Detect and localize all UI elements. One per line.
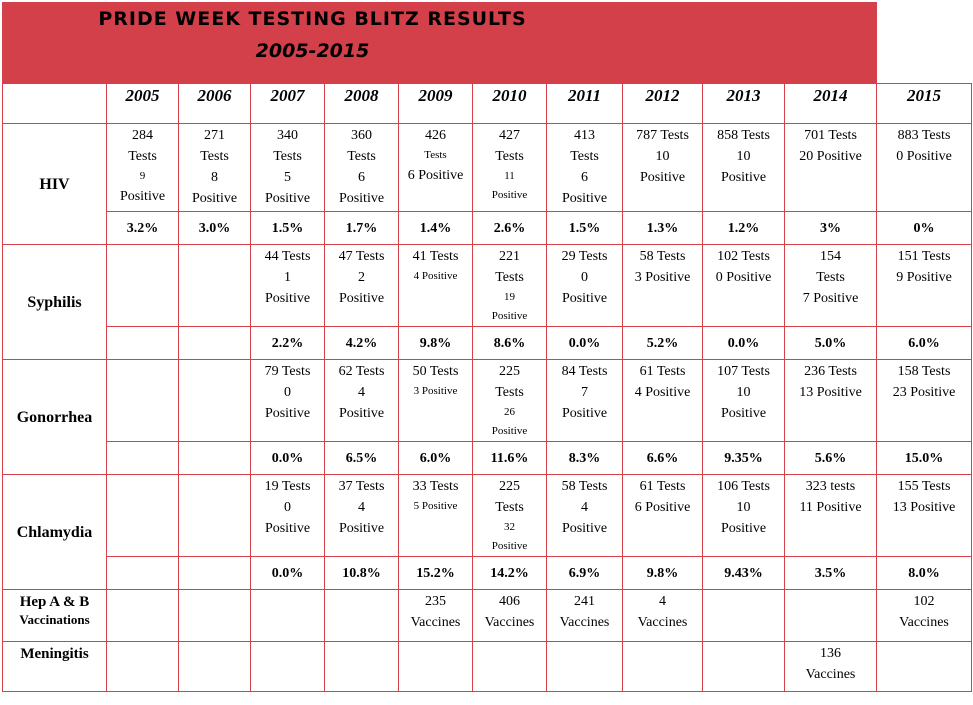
chlamydia-percent-2010: 14.2% xyxy=(473,557,547,590)
chlamydia-cell-2008 xyxy=(325,475,399,557)
gonorrhea-percent-row xyxy=(3,442,972,475)
meningitis-cell-2006 xyxy=(179,642,251,692)
gonorrhea-cell-line: 62 Tests xyxy=(338,364,385,379)
hiv-cell-line: 413 xyxy=(574,128,595,143)
syphilis-cell-line: 154 xyxy=(820,249,841,264)
hiv-cell-line: Tests xyxy=(570,149,599,164)
chlamydia-cell-line: Positive xyxy=(338,521,385,536)
chlamydia-percent-2009: 15.2% xyxy=(399,557,473,590)
hiv-cell-2005 xyxy=(107,124,179,212)
gonorrhea-percent-2009: 6.0% xyxy=(399,442,473,475)
hiv-cell-line: 10 xyxy=(655,149,670,164)
hep-cell-2006 xyxy=(179,590,251,642)
hiv-percent-2006: 3.0% xyxy=(179,212,251,245)
hiv-cell-line: 5 xyxy=(284,170,291,185)
chlamydia-cell-line: 11 Positive xyxy=(799,500,862,515)
hiv-cell-2014 xyxy=(785,124,877,212)
syphilis-cell-line: 0 Positive xyxy=(715,270,772,285)
gonorrhea-cell-2015 xyxy=(877,360,972,442)
gonorrhea-percent-2005 xyxy=(107,442,179,475)
meningitis-cell-2012 xyxy=(623,642,703,692)
chlamydia-percent-2015: 8.0% xyxy=(877,557,972,590)
chlamydia-cell-line: 323 tests xyxy=(805,479,856,494)
hiv-percent-2010: 2.6% xyxy=(473,212,547,245)
hep-cell-2014 xyxy=(785,590,877,642)
year-header-2005: 2005 xyxy=(107,84,179,124)
gonorrhea-percent-2011: 8.3% xyxy=(547,442,623,475)
syphilis-percent-2008: 4.2% xyxy=(325,327,399,360)
chlamydia-cell-2007 xyxy=(251,475,325,557)
gonorrhea-percent-2015: 15.0% xyxy=(877,442,972,475)
chlamydia-percent-2005 xyxy=(107,557,179,590)
hep-cell-line: Vaccines xyxy=(410,615,461,630)
meningitis-cell-2005 xyxy=(107,642,179,692)
hep-cell-2007 xyxy=(251,590,325,642)
syphilis-cell-line: 3 Positive xyxy=(634,270,691,285)
chlamydia-cell-line: 37 Tests xyxy=(338,479,385,494)
title-cell xyxy=(3,3,623,84)
hep-cell-2009 xyxy=(399,590,473,642)
gonorrhea-cell-line: 107 Tests xyxy=(717,364,770,379)
syphilis-cell-line: 151 Tests xyxy=(897,249,951,264)
gonorrhea-percent-2007: 0.0% xyxy=(251,442,325,475)
hiv-cell-line: 284 xyxy=(132,128,153,143)
hiv-cell-2011 xyxy=(547,124,623,212)
syphilis-cell-line: 221 xyxy=(499,249,520,264)
gonorrhea-cell-2009 xyxy=(399,360,473,442)
chlamydia-cell-2011 xyxy=(547,475,623,557)
hiv-cell-line: 883 Tests xyxy=(897,128,951,143)
hiv-percent-2008: 1.7% xyxy=(325,212,399,245)
chlamydia-cell-line: 225 xyxy=(499,479,520,494)
hiv-percent-2009: 1.4% xyxy=(399,212,473,245)
hep-cell-2010 xyxy=(473,590,547,642)
hiv-cell-2009 xyxy=(399,124,473,212)
meningitis-cell-line: Vaccines xyxy=(805,667,856,682)
meningitis-cell-2014 xyxy=(785,642,877,692)
hiv-cell-line: Positive xyxy=(191,191,238,206)
syphilis-percent-row xyxy=(3,327,972,360)
chlamydia-cell-line: Positive xyxy=(561,521,608,536)
syphilis-cell-line: Positive xyxy=(491,310,528,322)
header-cell-2015 xyxy=(785,3,877,84)
syphilis-cell-line: 19 xyxy=(504,291,515,303)
chlamydia-percent-2014: 3.5% xyxy=(785,557,877,590)
year-header-2007: 2007 xyxy=(251,84,325,124)
chlamydia-label: Chlamydia xyxy=(3,475,107,590)
hiv-cell-line: 8 xyxy=(211,170,218,185)
chlamydia-cell-line: 13 Positive xyxy=(892,500,956,515)
hep-cell-line: Vaccines xyxy=(899,615,949,630)
results-table xyxy=(2,2,972,692)
hiv-percent-2005: 3.2% xyxy=(107,212,179,245)
chlamydia-cell-2009 xyxy=(399,475,473,557)
chlamydia-cell-line: Positive xyxy=(720,521,767,536)
corner-cell xyxy=(3,84,107,124)
hiv-counts-row xyxy=(3,124,972,212)
hep-cell-line: 235 xyxy=(425,594,446,609)
syphilis-percent-2007: 2.2% xyxy=(251,327,325,360)
hiv-cell-line: Tests xyxy=(128,149,157,164)
chlamydia-percent-row xyxy=(3,557,972,590)
header-cell-2014 xyxy=(703,3,785,84)
chlamydia-cell-2012 xyxy=(623,475,703,557)
gonorrhea-cell-line: 23 Positive xyxy=(892,385,956,400)
meningitis-cell-2008 xyxy=(325,642,399,692)
hiv-cell-line: 9 xyxy=(139,170,146,182)
gonorrhea-cell-2005 xyxy=(107,360,179,442)
hiv-cell-line: 10 xyxy=(736,149,751,164)
syphilis-cell-line: 29 Tests xyxy=(561,249,608,264)
gonorrhea-cell-line: 61 Tests xyxy=(639,364,686,379)
gonorrhea-cell-line: Positive xyxy=(338,406,385,421)
hep-cell-2012 xyxy=(623,590,703,642)
chlamydia-cell-line: 5 Positive xyxy=(413,500,458,512)
gonorrhea-cell-line: 158 Tests xyxy=(897,364,951,379)
gonorrhea-cell-line: Positive xyxy=(720,406,767,421)
syphilis-cell-2015 xyxy=(877,245,972,327)
hep-label-line1: Hep A & B xyxy=(19,594,90,610)
gonorrhea-cell-line: 26 xyxy=(504,406,515,418)
hiv-cell-2010 xyxy=(473,124,547,212)
hep-cell-2015 xyxy=(877,590,972,642)
meningitis-row xyxy=(3,642,972,692)
hiv-cell-line: Tests xyxy=(347,149,376,164)
syphilis-cell-line: 58 Tests xyxy=(639,249,686,264)
gonorrhea-percent-2006 xyxy=(179,442,251,475)
syphilis-cell-2009 xyxy=(399,245,473,327)
chlamydia-cell-line: 61 Tests xyxy=(639,479,686,494)
gonorrhea-cell-2010 xyxy=(473,360,547,442)
syphilis-cell-line: 0 xyxy=(581,270,588,285)
hiv-percent-2015: 0% xyxy=(877,212,972,245)
hep-cell-2008 xyxy=(325,590,399,642)
chlamydia-cell-line: 106 Tests xyxy=(717,479,770,494)
syphilis-cell-line: Tests xyxy=(816,270,845,285)
syphilis-percent-2012: 5.2% xyxy=(623,327,703,360)
hiv-cell-line: Positive xyxy=(639,170,686,185)
hiv-cell-line: 0 Positive xyxy=(896,149,952,164)
syphilis-cell-line: 47 Tests xyxy=(338,249,385,264)
hiv-cell-2006 xyxy=(179,124,251,212)
gonorrhea-label: Gonorrhea xyxy=(3,360,107,475)
syphilis-percent-2014: 5.0% xyxy=(785,327,877,360)
gonorrhea-cell-line: 225 xyxy=(499,364,520,379)
syphilis-cell-2008 xyxy=(325,245,399,327)
hiv-cell-2012 xyxy=(623,124,703,212)
chlamydia-cell-line: 58 Tests xyxy=(561,479,608,494)
hiv-percent-2013: 1.2% xyxy=(703,212,785,245)
gonorrhea-cell-line: 3 Positive xyxy=(413,385,458,397)
chlamydia-cell-line: 19 Tests xyxy=(264,479,311,494)
hep-cell-line: Vaccines xyxy=(559,615,610,630)
gonorrhea-cell-line: 79 Tests xyxy=(264,364,311,379)
hep-cell-line: 406 xyxy=(499,594,520,609)
hiv-cell-line: 787 Tests xyxy=(636,128,689,143)
chlamydia-cell-line: 4 xyxy=(581,500,588,515)
header-cell-2013 xyxy=(623,3,703,84)
gonorrhea-cell-line: Positive xyxy=(561,406,608,421)
chlamydia-counts-row xyxy=(3,475,972,557)
chlamydia-cell-line: Tests xyxy=(495,500,524,515)
gonorrhea-cell-2006 xyxy=(179,360,251,442)
hiv-cell-line: 427 xyxy=(499,128,520,143)
hep-cell-2013 xyxy=(703,590,785,642)
gonorrhea-cell-line: 13 Positive xyxy=(799,385,862,400)
chlamydia-cell-2010 xyxy=(473,475,547,557)
gonorrhea-cell-line: 84 Tests xyxy=(561,364,608,379)
chlamydia-percent-2006 xyxy=(179,557,251,590)
hep-label xyxy=(3,590,107,642)
chlamydia-percent-2007: 0.0% xyxy=(251,557,325,590)
meningitis-cell-2011 xyxy=(547,642,623,692)
hiv-cell-line: 360 xyxy=(351,128,372,143)
syphilis-cell-2005 xyxy=(107,245,179,327)
gonorrhea-cell-2007 xyxy=(251,360,325,442)
syphilis-cell-line: Positive xyxy=(561,291,608,306)
hep-cell-line: Vaccines xyxy=(637,615,688,630)
year-header-2011: 2011 xyxy=(547,84,623,124)
syphilis-cell-line: 7 Positive xyxy=(802,291,859,306)
chlamydia-cell-line: 33 Tests xyxy=(412,479,459,494)
hiv-cell-line: 701 Tests xyxy=(804,128,857,143)
hiv-cell-line: Positive xyxy=(720,170,767,185)
hiv-percent-2011: 1.5% xyxy=(547,212,623,245)
year-header-2015: 2015 xyxy=(877,84,972,124)
hiv-cell-line: Positive xyxy=(491,189,528,201)
gonorrhea-cell-line: 0 xyxy=(284,385,291,400)
hiv-cell-line: Positive xyxy=(561,191,608,206)
hiv-cell-line: 858 Tests xyxy=(717,128,770,143)
syphilis-cell-line: 1 xyxy=(284,270,291,285)
gonorrhea-percent-2010: 11.6% xyxy=(473,442,547,475)
year-header-2012: 2012 xyxy=(623,84,703,124)
syphilis-cell-line: 102 Tests xyxy=(717,249,770,264)
hep-cell-2005 xyxy=(107,590,179,642)
hep-cell-line: 102 xyxy=(913,594,935,609)
meningitis-cell-2013 xyxy=(703,642,785,692)
gonorrhea-cell-line: 4 Positive xyxy=(634,385,691,400)
hep-cell-line: Vaccines xyxy=(484,615,535,630)
chlamydia-percent-2008: 10.8% xyxy=(325,557,399,590)
page-title: PRIDE WEEK TESTING BLITZ RESULTS xyxy=(98,8,527,30)
hiv-label: HIV xyxy=(3,124,107,245)
meningitis-cell-2007 xyxy=(251,642,325,692)
hiv-cell-line: 271 xyxy=(204,128,225,143)
chlamydia-cell-2006 xyxy=(179,475,251,557)
chlamydia-cell-line: Positive xyxy=(264,521,311,536)
hiv-cell-line: Positive xyxy=(338,191,385,206)
syphilis-cell-2013 xyxy=(703,245,785,327)
hiv-cell-line: Tests xyxy=(495,149,524,164)
year-header-2013: 2013 xyxy=(703,84,785,124)
hep-cell-line: 241 xyxy=(574,594,595,609)
gonorrhea-cell-line: 50 Tests xyxy=(412,364,459,379)
gonorrhea-cell-line: 7 xyxy=(581,385,588,400)
syphilis-cell-2014 xyxy=(785,245,877,327)
syphilis-cell-2006 xyxy=(179,245,251,327)
gonorrhea-cell-line: Positive xyxy=(491,425,528,437)
year-header-2008: 2008 xyxy=(325,84,399,124)
syphilis-percent-2006 xyxy=(179,327,251,360)
chlamydia-cell-2013 xyxy=(703,475,785,557)
gonorrhea-cell-line: Positive xyxy=(264,406,311,421)
chlamydia-cell-line: 32 xyxy=(504,521,515,533)
chlamydia-cell-line: 10 xyxy=(736,500,751,515)
gonorrhea-cell-line: Tests xyxy=(495,385,524,400)
hiv-cell-line: 11 xyxy=(504,170,515,182)
syphilis-counts-row xyxy=(3,245,972,327)
chlamydia-cell-2005 xyxy=(107,475,179,557)
syphilis-percent-2015: 6.0% xyxy=(877,327,972,360)
syphilis-cell-line: Tests xyxy=(495,270,524,285)
chlamydia-cell-line: Positive xyxy=(491,540,528,552)
syphilis-percent-2005 xyxy=(107,327,179,360)
chlamydia-cell-2015 xyxy=(877,475,972,557)
meningitis-cell-line: 136 xyxy=(820,646,841,661)
hiv-percent-2014: 3% xyxy=(785,212,877,245)
gonorrhea-percent-2008: 6.5% xyxy=(325,442,399,475)
chlamydia-cell-line: 4 xyxy=(358,500,365,515)
syphilis-percent-2013: 0.0% xyxy=(703,327,785,360)
hep-row xyxy=(3,590,972,642)
years-row xyxy=(3,84,972,124)
gonorrhea-percent-2013: 9.35% xyxy=(703,442,785,475)
hep-cell-2011 xyxy=(547,590,623,642)
hiv-percent-row xyxy=(3,212,972,245)
chlamydia-percent-2012: 9.8% xyxy=(623,557,703,590)
meningitis-cell-2009 xyxy=(399,642,473,692)
syphilis-cell-2012 xyxy=(623,245,703,327)
header-row xyxy=(3,3,972,84)
chlamydia-percent-2013: 9.43% xyxy=(703,557,785,590)
hiv-percent-2012: 1.3% xyxy=(623,212,703,245)
hiv-percent-2007: 1.5% xyxy=(251,212,325,245)
gonorrhea-cell-line: 236 Tests xyxy=(804,364,857,379)
meningitis-cell-2015 xyxy=(877,642,972,692)
hiv-cell-2008 xyxy=(325,124,399,212)
syphilis-cell-line: 4 Positive xyxy=(413,270,458,282)
hiv-cell-2015 xyxy=(877,124,972,212)
hiv-cell-line: Positive xyxy=(264,191,311,206)
hiv-cell-line: Positive xyxy=(119,189,166,204)
syphilis-cell-line: 9 Positive xyxy=(896,270,952,285)
hiv-cell-line: Tests xyxy=(273,149,302,164)
hiv-cell-2013 xyxy=(703,124,785,212)
results-table-container xyxy=(2,2,971,701)
syphilis-cell-2007 xyxy=(251,245,325,327)
chlamydia-cell-line: 0 xyxy=(284,500,291,515)
hiv-cell-line: Tests xyxy=(200,149,229,164)
hep-cell-line: 4 xyxy=(659,594,666,609)
year-header-2006: 2006 xyxy=(179,84,251,124)
syphilis-cell-line: 44 Tests xyxy=(264,249,311,264)
gonorrhea-cell-2008 xyxy=(325,360,399,442)
hep-label-line2: Vaccinations xyxy=(19,612,90,627)
year-header-2014: 2014 xyxy=(785,84,877,124)
gonorrhea-cell-2012 xyxy=(623,360,703,442)
hiv-cell-line: 340 xyxy=(277,128,298,143)
hiv-cell-line: Tests xyxy=(424,149,447,161)
gonorrhea-percent-2012: 6.6% xyxy=(623,442,703,475)
chlamydia-cell-2014 xyxy=(785,475,877,557)
hiv-cell-line: 6 xyxy=(581,170,588,185)
syphilis-cell-2010 xyxy=(473,245,547,327)
syphilis-label: Syphilis xyxy=(3,245,107,360)
hiv-cell-line: 6 xyxy=(358,170,365,185)
syphilis-cell-line: Positive xyxy=(338,291,385,306)
gonorrhea-cell-2013 xyxy=(703,360,785,442)
gonorrhea-cell-line: 10 xyxy=(736,385,751,400)
gonorrhea-cell-line: 4 xyxy=(358,385,365,400)
chlamydia-cell-line: 155 Tests xyxy=(897,479,951,494)
gonorrhea-cell-2014 xyxy=(785,360,877,442)
syphilis-cell-line: 41 Tests xyxy=(412,249,459,264)
meningitis-cell-2010 xyxy=(473,642,547,692)
hiv-cell-line: 6 Positive xyxy=(407,168,464,183)
page-subtitle: 2005-2015 xyxy=(255,40,370,62)
syphilis-cell-2011 xyxy=(547,245,623,327)
syphilis-percent-2009: 9.8% xyxy=(399,327,473,360)
syphilis-percent-2010: 8.6% xyxy=(473,327,547,360)
chlamydia-percent-2011: 6.9% xyxy=(547,557,623,590)
hiv-cell-2007 xyxy=(251,124,325,212)
chlamydia-cell-line: 6 Positive xyxy=(634,500,691,515)
year-header-2010: 2010 xyxy=(473,84,547,124)
hiv-cell-line: 20 Positive xyxy=(799,149,862,164)
hiv-cell-line: 426 xyxy=(425,128,446,143)
syphilis-cell-line: Positive xyxy=(264,291,311,306)
gonorrhea-counts-row xyxy=(3,360,972,442)
syphilis-percent-2011: 0.0% xyxy=(547,327,623,360)
year-header-2009: 2009 xyxy=(399,84,473,124)
gonorrhea-cell-2011 xyxy=(547,360,623,442)
gonorrhea-percent-2014: 5.6% xyxy=(785,442,877,475)
meningitis-label: Meningitis xyxy=(3,642,107,692)
syphilis-cell-line: 2 xyxy=(358,270,365,285)
